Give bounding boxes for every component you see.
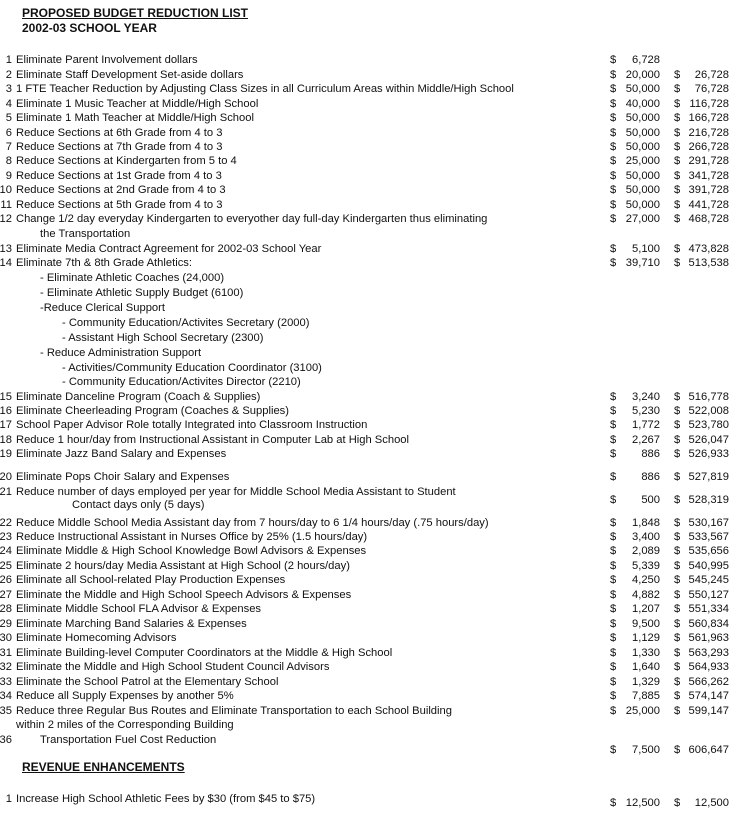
running-total: 526,933 — [688, 448, 729, 460]
currency-symbol: $ — [610, 632, 617, 644]
running-total: 526,047 — [688, 434, 729, 446]
list-item — [0, 418, 743, 434]
item-amount: 1,640 — [632, 661, 660, 673]
item-description: Reduce Instructional Assistant in Nurses Office by 25% (1.5 hours/day) — [16, 531, 368, 543]
currency-symbol: $ — [610, 98, 617, 110]
list-item — [0, 154, 743, 170]
list-item — [0, 689, 743, 705]
list-item — [0, 602, 743, 618]
currency-symbol: $ — [674, 391, 681, 403]
currency-symbol: $ — [674, 243, 681, 255]
list-item — [0, 286, 743, 302]
running-total: 341,728 — [688, 170, 729, 182]
item-number: 25 — [0, 560, 12, 572]
item-description: the Transportation — [40, 228, 131, 240]
item-description: Eliminate Marching Band Salaries & Expenses — [16, 618, 247, 630]
currency-symbol: $ — [674, 744, 681, 756]
item-description: - Assistant High School Secretary (2300) — [62, 332, 264, 344]
item-number: 28 — [0, 603, 12, 615]
currency-symbol: $ — [610, 127, 617, 139]
item-description: Eliminate Danceline Program (Coach & Supplies) — [16, 391, 261, 403]
list-item — [0, 470, 743, 486]
running-total: 116,728 — [689, 98, 729, 110]
item-amount: 2,089 — [632, 545, 660, 557]
currency-symbol: $ — [674, 647, 681, 659]
currency-symbol: $ — [610, 603, 617, 615]
running-total: 599,147 — [688, 705, 729, 717]
revenue-item — [0, 792, 743, 808]
item-amount: 4,250 — [632, 574, 660, 586]
item-number: 8 — [5, 155, 12, 167]
item-description: Reduce Sections at Kindergarten from 5 to 4 — [16, 155, 237, 167]
item-description: Eliminate Middle School FLA Advisor & Expenses — [16, 603, 262, 615]
page-subtitle: 2002-03 SCHOOL YEAR — [22, 21, 157, 35]
item-number: 14 — [0, 257, 12, 269]
currency-symbol: $ — [674, 574, 681, 586]
item-description: Eliminate 7th & 8th Grade Athletics: — [16, 257, 192, 269]
item-number: 23 — [0, 531, 12, 543]
currency-symbol: $ — [674, 589, 681, 601]
running-total: 560,834 — [688, 618, 729, 630]
currency-symbol: $ — [610, 54, 617, 66]
item-number: 22 — [0, 517, 12, 529]
list-item — [0, 53, 743, 69]
currency-symbol: $ — [610, 647, 617, 659]
currency-symbol: $ — [610, 170, 617, 182]
running-total: 533,567 — [688, 531, 729, 543]
item-description: Reduce number of days employed per year for Middle School Media Assistant to Student — [16, 486, 456, 498]
item-description: 1 FTE Teacher Reduction by Adjusting Class Sizes in all Curriculum Areas within Middle/High School — [16, 83, 514, 95]
currency-symbol: $ — [674, 448, 681, 460]
item-number: 21 — [0, 486, 12, 498]
item-description: Eliminate 2 hours/day Media Assistant at High School (2 hours/day) — [16, 560, 350, 572]
item-amount: 4,882 — [632, 589, 660, 601]
running-total: 291,728 — [688, 155, 729, 167]
item-description: - Activities/Community Education Coordinator (3100) — [62, 362, 322, 374]
currency-symbol: $ — [610, 545, 617, 557]
list-item — [0, 733, 743, 756]
running-total: 535,656 — [688, 545, 729, 557]
currency-symbol: $ — [674, 83, 681, 95]
item-number: 29 — [0, 618, 12, 630]
running-total: 76,728 — [694, 83, 729, 95]
item-number: 19 — [0, 448, 12, 460]
item-amount: 886 — [641, 448, 660, 460]
currency-symbol: $ — [610, 257, 617, 269]
item-number: 6 — [5, 127, 12, 139]
item-number: 1 — [5, 54, 12, 66]
item-number: 34 — [0, 690, 12, 702]
item-number: 36 — [0, 734, 12, 746]
item-number: 11 — [0, 199, 12, 211]
running-total: 606,647 — [688, 744, 729, 756]
item-description: Eliminate Parent Involvement dollars — [16, 54, 198, 66]
item-amount: 20,000 — [625, 69, 660, 81]
item-number: 35 — [0, 705, 12, 717]
item-description: Eliminate Pops Choir Salary and Expenses — [16, 471, 230, 483]
currency-symbol: $ — [674, 690, 681, 702]
running-total: 468,728 — [688, 213, 729, 225]
currency-symbol: $ — [610, 199, 617, 211]
list-item — [0, 660, 743, 676]
list-item — [0, 447, 743, 463]
currency-symbol: $ — [674, 141, 681, 153]
list-item — [0, 498, 743, 514]
currency-symbol: $ — [674, 98, 681, 110]
currency-symbol: $ — [610, 69, 617, 81]
item-description: Reduce three Regular Bus Routes and Eliminate Transportation to each School Building — [16, 705, 452, 717]
list-item — [0, 82, 743, 98]
item-description: School Paper Advisor Role totally Integrated into Classroom Instruction — [16, 419, 368, 431]
running-total: 574,147 — [688, 690, 729, 702]
currency-symbol: $ — [674, 112, 681, 124]
item-description: Eliminate Cheerleading Program (Coaches & Supplies) — [16, 405, 289, 417]
item-amount: 9,500 — [632, 618, 660, 630]
running-total: 12,500 — [694, 797, 729, 809]
item-amount: 3,400 — [632, 531, 660, 543]
currency-symbol: $ — [610, 141, 617, 153]
item-amount: 50,000 — [625, 184, 660, 196]
currency-symbol: $ — [674, 419, 681, 431]
running-total: 523,780 — [688, 419, 729, 431]
currency-symbol: $ — [610, 797, 617, 809]
list-item — [0, 375, 743, 391]
item-description: Eliminate Homecoming Advisors — [16, 632, 177, 644]
list-item — [0, 111, 743, 127]
item-description: Reduce Sections at 2nd Grade from 4 to 3 — [16, 184, 226, 196]
item-amount: 7,885 — [632, 690, 660, 702]
currency-symbol: $ — [610, 448, 617, 460]
running-total: 516,778 — [688, 391, 729, 403]
running-total: 540,995 — [688, 560, 729, 572]
running-total: 522,008 — [688, 405, 729, 417]
currency-symbol: $ — [610, 690, 617, 702]
currency-symbol: $ — [610, 705, 617, 717]
item-description: Increase High School Athletic Fees by $30 (from $45 to $75) — [16, 793, 316, 805]
item-description: Contact days only (5 days) — [72, 499, 205, 511]
currency-symbol: $ — [674, 705, 681, 717]
item-amount: 3,240 — [632, 391, 660, 403]
running-total: 530,167 — [688, 517, 729, 529]
currency-symbol: $ — [610, 391, 617, 403]
running-total: 26,728 — [694, 69, 729, 81]
item-description: Reduce Sections at 1st Grade from 4 to 3 — [16, 170, 222, 182]
item-amount: 1,330 — [632, 647, 660, 659]
running-total: 545,245 — [688, 574, 729, 586]
list-item — [0, 573, 743, 589]
item-description: - Community Education/Activites Director (2210) — [62, 376, 301, 388]
currency-symbol: $ — [674, 471, 681, 483]
item-description: Eliminate the Middle and High School Speech Advisors & Expenses — [16, 589, 352, 601]
item-description: Reduce 1 hour/day from Instructional Assistant in Computer Lab at High School — [16, 434, 410, 446]
currency-symbol: $ — [610, 574, 617, 586]
item-number: 30 — [0, 632, 12, 644]
item-amount: 1,772 — [632, 419, 660, 431]
currency-symbol: $ — [674, 676, 681, 688]
item-amount: 25,000 — [625, 155, 660, 167]
currency-symbol: $ — [610, 494, 617, 506]
currency-symbol: $ — [674, 517, 681, 529]
page-title: PROPOSED BUDGET REDUCTION LIST — [22, 6, 249, 20]
currency-symbol: $ — [610, 676, 617, 688]
list-item — [0, 271, 743, 287]
currency-symbol: $ — [674, 405, 681, 417]
currency-symbol: $ — [610, 589, 617, 601]
item-description: Eliminate 1 Math Teacher at Middle/High School — [16, 112, 254, 124]
item-description: within 2 miles of the Corresponding Building — [16, 719, 234, 731]
item-number: 26 — [0, 574, 12, 586]
item-number: 12 — [0, 213, 12, 225]
currency-symbol: $ — [610, 618, 617, 630]
item-description: - Eliminate Athletic Coaches (24,000) — [40, 272, 225, 284]
item-description: Reduce Sections at 6th Grade from 4 to 3 — [16, 127, 223, 139]
item-amount: 40,000 — [625, 98, 660, 110]
item-number: 3 — [5, 83, 12, 95]
item-amount: 50,000 — [625, 199, 660, 211]
currency-symbol: $ — [674, 545, 681, 557]
list-item — [0, 316, 743, 332]
item-description: Reduce Sections at 5th Grade from 4 to 3 — [16, 199, 223, 211]
item-number: 2 — [5, 69, 12, 81]
item-description: Eliminate Jazz Band Salary and Expenses — [16, 448, 227, 460]
currency-symbol: $ — [674, 661, 681, 673]
item-description: - Community Education/Activites Secretary (2000) — [62, 317, 310, 329]
item-number: 9 — [5, 170, 12, 182]
item-amount: 5,339 — [632, 560, 660, 572]
currency-symbol: $ — [674, 560, 681, 572]
revenue-heading: REVENUE ENHANCEMENTS — [22, 760, 185, 774]
item-amount: 12,500 — [625, 797, 660, 809]
item-amount: 39,710 — [625, 257, 660, 269]
currency-symbol: $ — [674, 531, 681, 543]
running-total: 564,933 — [688, 661, 729, 673]
item-number: 5 — [5, 112, 12, 124]
currency-symbol: $ — [610, 471, 617, 483]
item-number: 27 — [0, 589, 12, 601]
currency-symbol: $ — [674, 257, 681, 269]
currency-symbol: $ — [610, 83, 617, 95]
currency-symbol: $ — [674, 69, 681, 81]
currency-symbol: $ — [674, 494, 681, 506]
item-description: Transportation Fuel Cost Reduction — [40, 734, 217, 746]
item-number: 31 — [0, 647, 12, 659]
item-description: Eliminate the School Patrol at the Elementary School — [16, 676, 279, 688]
currency-symbol: $ — [610, 434, 617, 446]
running-total: 566,262 — [688, 676, 729, 688]
item-number: 15 — [0, 391, 12, 403]
currency-symbol: $ — [674, 199, 681, 211]
item-amount: 1,207 — [632, 603, 660, 615]
item-number: 4 — [5, 98, 12, 110]
item-amount: 1,329 — [632, 676, 660, 688]
currency-symbol: $ — [610, 405, 617, 417]
list-item — [0, 718, 743, 734]
running-total: 216,728 — [688, 127, 729, 139]
item-number: 10 — [0, 184, 12, 196]
item-description: Change 1/2 day everyday Kindergarten to everyother day full-day Kindergarten thus eliminating — [16, 213, 488, 225]
item-number: 13 — [0, 243, 12, 255]
item-amount: 50,000 — [625, 83, 660, 95]
currency-symbol: $ — [674, 434, 681, 446]
item-amount: 6,728 — [632, 54, 660, 66]
item-number: 18 — [0, 434, 12, 446]
currency-symbol: $ — [610, 661, 617, 673]
currency-symbol: $ — [610, 560, 617, 572]
running-total: 391,728 — [688, 184, 729, 196]
item-amount: 50,000 — [625, 112, 660, 124]
item-description: Reduce Middle School Media Assistant day from 7 hours/day to 6 1/4 hours/day (.75 hours/day) — [16, 517, 489, 529]
item-amount: 1,848 — [632, 517, 660, 529]
item-description: - Reduce Administration Support — [40, 347, 202, 359]
item-description: Eliminate Middle & High School Knowledge Bowl Advisors & Expenses — [16, 545, 367, 557]
item-description: Eliminate Media Contract Agreement for 2002-03 School Year — [16, 243, 322, 255]
running-total: 561,963 — [688, 632, 729, 644]
list-item — [0, 212, 743, 228]
item-description: Reduce Sections at 7th Grade from 4 to 3 — [16, 141, 223, 153]
currency-symbol: $ — [674, 618, 681, 630]
currency-symbol: $ — [610, 517, 617, 529]
list-item — [0, 331, 743, 347]
item-description: -Reduce Clerical Support — [40, 302, 165, 314]
currency-symbol: $ — [674, 155, 681, 167]
item-number: 32 — [0, 661, 12, 673]
currency-symbol: $ — [674, 127, 681, 139]
item-description: Eliminate all School-related Play Production Expenses — [16, 574, 286, 586]
running-total: 528,319 — [688, 494, 729, 506]
item-amount: 5,100 — [632, 243, 660, 255]
item-number: 33 — [0, 676, 12, 688]
item-number: 17 — [0, 419, 12, 431]
item-amount: 500 — [641, 494, 660, 506]
running-total: 166,728 — [688, 112, 729, 124]
item-description: Eliminate Building-level Computer Coordinators at the Middle & High School — [16, 647, 393, 659]
running-total: 513,538 — [688, 257, 729, 269]
item-amount: 27,000 — [625, 213, 660, 225]
item-amount: 50,000 — [625, 127, 660, 139]
running-total: 266,728 — [688, 141, 729, 153]
currency-symbol: $ — [610, 419, 617, 431]
currency-symbol: $ — [674, 170, 681, 182]
currency-symbol: $ — [674, 797, 681, 809]
currency-symbol: $ — [610, 184, 617, 196]
currency-symbol: $ — [610, 213, 617, 225]
running-total: 550,127 — [688, 589, 729, 601]
item-amount: 1,129 — [632, 632, 660, 644]
item-description: Reduce all Supply Expenses by another 5% — [16, 690, 234, 702]
item-description: Eliminate 1 Music Teacher at Middle/High School — [16, 98, 259, 110]
running-total: 473,828 — [688, 243, 729, 255]
running-total: 551,334 — [688, 603, 729, 615]
currency-symbol: $ — [610, 744, 617, 756]
list-item — [0, 301, 743, 317]
currency-symbol: $ — [610, 155, 617, 167]
item-amount: 886 — [641, 471, 660, 483]
currency-symbol: $ — [674, 632, 681, 644]
item-amount: 25,000 — [625, 705, 660, 717]
currency-symbol: $ — [610, 243, 617, 255]
currency-symbol: $ — [674, 184, 681, 196]
item-description: - Eliminate Athletic Supply Budget (6100) — [40, 287, 244, 299]
item-number: 1 — [5, 793, 12, 805]
item-description: Eliminate Staff Development Set-aside dollars — [16, 69, 244, 81]
item-description: Eliminate the Middle and High School Student Council Advisors — [16, 661, 330, 673]
item-amount: 7,500 — [632, 744, 660, 756]
list-item — [0, 183, 743, 199]
item-number: 20 — [0, 471, 12, 483]
list-item — [0, 346, 743, 362]
item-amount: 2,267 — [632, 434, 660, 446]
running-total: 527,819 — [688, 471, 729, 483]
item-number: 7 — [5, 141, 12, 153]
item-amount: 50,000 — [625, 141, 660, 153]
list-item — [0, 227, 743, 243]
item-amount: 5,230 — [632, 405, 660, 417]
item-number: 24 — [0, 545, 12, 557]
list-item — [0, 544, 743, 560]
item-amount: 50,000 — [625, 170, 660, 182]
currency-symbol: $ — [610, 112, 617, 124]
currency-symbol: $ — [610, 531, 617, 543]
currency-symbol: $ — [674, 213, 681, 225]
running-total: 563,293 — [688, 647, 729, 659]
item-number: 16 — [0, 405, 12, 417]
list-item — [0, 256, 743, 272]
list-item — [0, 631, 743, 647]
currency-symbol: $ — [674, 603, 681, 615]
running-total: 441,728 — [688, 199, 729, 211]
